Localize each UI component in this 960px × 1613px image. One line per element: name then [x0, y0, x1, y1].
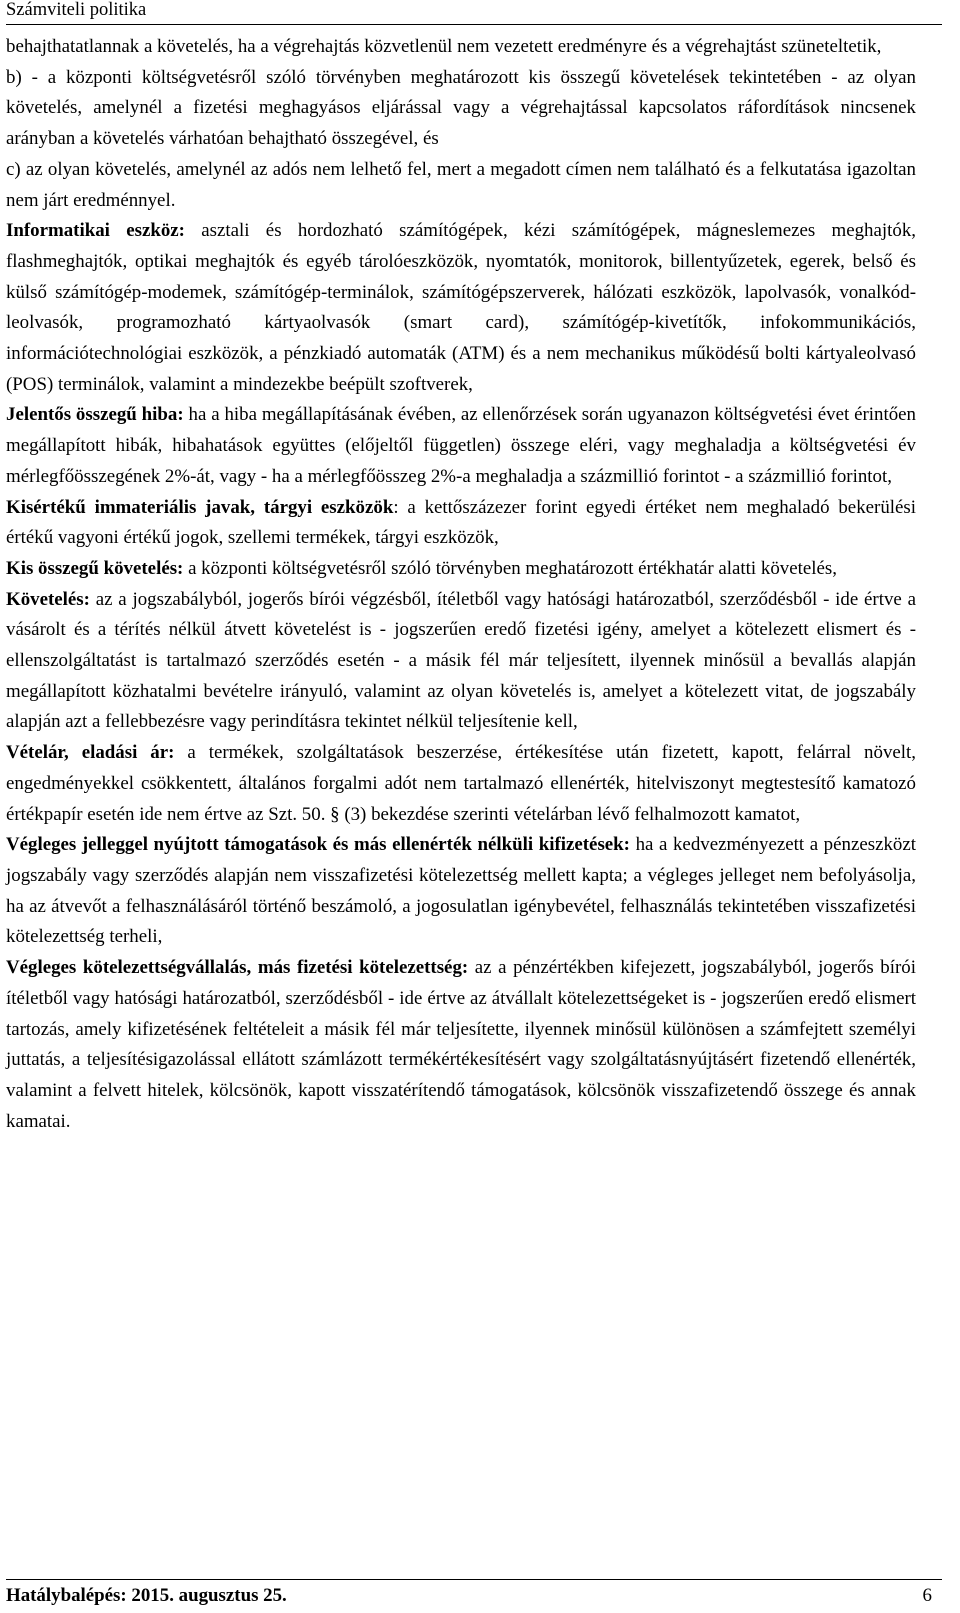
defined-term: Kis összegű követelés: [6, 557, 184, 579]
definition-paragraph [6, 738, 916, 830]
defined-term: Vételár, eladási ár: [6, 742, 175, 764]
defined-term: Kisértékű immateriális javak, tárgyi eszközök [6, 496, 394, 518]
paragraph [6, 32, 916, 63]
footer-divider [6, 1579, 942, 1580]
definition-text: az a pénzértékben kifejezett, jogszabályból, jogerős bírói ítéletből vagy hatósági határozatból, szerződésből - ide értve az átvállalt kötelezettségeket is - jogszerűen eredő elismert tartozás, amely kifizetésének feltételeit a másik fél már teljesítette, ilyennek minősül különösen a számfejtett személyi juttatás, a teljesítésigazolással ellátott számlázott termékértékesítésért vagy szolgáltatásnyújtásért fizetendő ellenérték, valamint a felvett hitelek, kölcsönök, kapott visszatérítendő támogatások, kölcsönök visszafizetendő összege és annak kamatai. [6, 957, 916, 1132]
definition-paragraph [6, 585, 916, 739]
defined-term: Informatikai eszköz: [6, 220, 185, 242]
page-number: 6 [922, 1585, 932, 1606]
paragraph [6, 63, 916, 155]
defined-term: Jelentős összegű hiba: [6, 404, 184, 426]
definition-text: a termékek, szolgáltatások beszerzése, értékesítése után fizetett, kapott, felárral növelt, engedményekkel csökkentett, általános forgalmi adót nem tartalmazó ellenérték, hitelviszonyt megtestesítő kamatozó értékpapír esetén ide nem értve az Szt. 50. § (3) bekezdése szerinti vételárban lévő felhalmozott kamatot, [6, 742, 916, 825]
definition-paragraph [6, 400, 916, 492]
definition-text: a központi költségvetésről szóló törvényben meghatározott értékhatár alatti követelés, [183, 557, 837, 579]
definition-text: : a kettőszázezer forint egyedi értéket nem meghaladó bekerülési értékű vagyoni értékű jogok, szellemi termékek, tárgyi eszközök, [6, 496, 916, 549]
defined-term: Követelés: [6, 588, 90, 610]
defined-term: Végleges jelleggel nyújtott támogatások és más ellenérték nélküli kifizetések: [6, 834, 630, 856]
paragraph-text: behajthatatlannak a követelés, ha a végrehajtás közvetlenül nem vezetett eredményre és a végrehajtást szüneteltetik, [6, 36, 882, 57]
definition-paragraph [6, 953, 916, 1137]
header-divider [6, 24, 942, 25]
document-header-title: Számviteli politika [6, 0, 147, 20]
definition-text: ha a kedvezményezett a pénzeszközt jogszabály vagy szerződés alapján nem visszafizetési kötelezettség mellett kapta; a végleges jelleget nem befolyásolja, ha az átvevőt a felhasználásáról történő beszámoló, a jogosulatlan igénybevétel, felhasználás tekintetében visszafizetési kötelezettség terheli, [6, 834, 916, 948]
definition-paragraph [6, 554, 916, 585]
paragraph-text: c) az olyan követelés, amelynél az adós nem lelhető fel, mert a megadott címen nem található és a felkutatása igazoltan nem járt eredménnyel. [6, 158, 916, 211]
definition-text: ha a hiba megállapításának évében, az ellenőrzések során ugyanazon költségvetési évet érintően megállapított hibák, hibahatások együttes (előjeltől független) összege eléri, vagy meghaladja a költségvetési év mérlegfőösszegének 2%-át, vagy - ha a mérlegfőösszeg 2%-a meghaladja a százmillió forintot - a százmillió forintot, [6, 404, 916, 487]
document-body [6, 32, 916, 1137]
definition-text: az a jogszabályból, jogerős bírói végzésből, ítéletből vagy hatósági határozatból, szerződésből - ide értve a vásárolt és a térítés nélkül átvett követelést is - jogszerűen eredő fizetési igény, amelyet a kötelezett elismert és - ellenszolgáltatást is tartalmazó szerződés esetén - a másik fél már teljesített, ilyennek minősül a bevallás alapján megállapított közhatalmi bevételre irányuló, valamint az olyan követelés is, amelyet a kötelezett vitat, de jogszabály alapján azt a fellebbezésre vagy perindításra tekintet nélkül teljesítenie kell, [6, 588, 916, 733]
definition-paragraph [6, 830, 916, 953]
paragraph-text: b) - a központi költségvetésről szóló törvényben meghatározott kis összegű követelések tekintetében - az olyan követelés, amelynél a fizetési meghagyásos eljárással vagy a végrehajtással kapcsolatos ráfordítások nincsenek arányban a követelés várhatóan behajtható összegével, és [6, 66, 916, 150]
defined-term: Végleges kötelezettségvállalás, más fizetési kötelezettség: [6, 957, 469, 979]
definition-paragraph [6, 216, 916, 400]
effective-date: Hatálybalépés: 2015. augusztus 25. [6, 1585, 287, 1606]
definition-text: asztali és hordozható számítógépek, kézi számítógépek, mágneslemezes meghajtók, flashmeghajtók, optikai meghajtók és egyéb tárolóeszközök, nyomtatók, monitorok, billentyűzetek, egerek, belső és külső számítógép-modemek, számítógép-terminálok, számítógépszerverek, hálózati eszközök, lapolvasók, vonalkód-leolvasók, programozható kártyaolvasók (smart card), számítógép-kivetítők, infokommunikációs, információtechnológiai eszközök, a pénzkiadó automaták (ATM) és a nem mechanikus működésű bolti kártyaleolvasó (POS) terminálok, valamint a mindezekbe beépült szoftverek, [6, 220, 916, 395]
definition-paragraph [6, 493, 916, 554]
paragraph [6, 155, 916, 216]
